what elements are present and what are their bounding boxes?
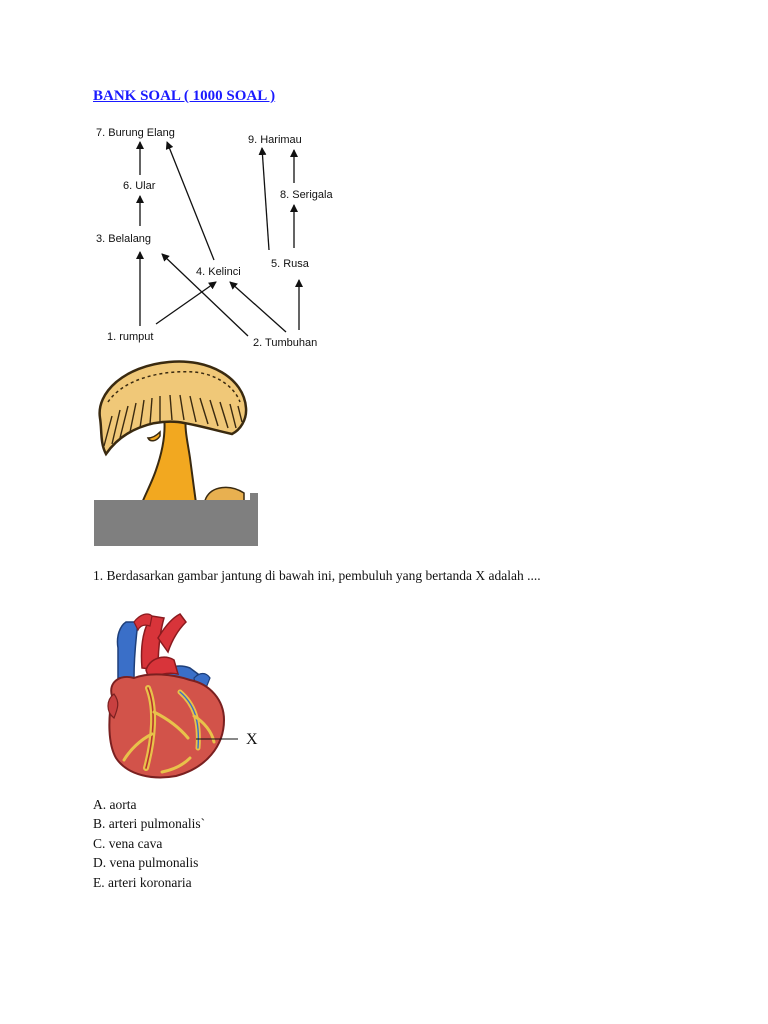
- option-a[interactable]: A. aorta: [93, 797, 137, 812]
- mushroom-illustration: [94, 358, 254, 503]
- node-serigala: 8. Serigala: [280, 189, 333, 201]
- option-d[interactable]: D. vena pulmonalis: [93, 855, 199, 871]
- node-tumbuhan: 2. Tumbuhan: [253, 337, 318, 349]
- arrow-kelinci-elang: [167, 142, 214, 260]
- node-belalang: 3. Belalang: [96, 233, 152, 245]
- node-kelinci: 4. Kelinci: [196, 266, 241, 278]
- node-rumput: 1. rumput: [107, 331, 154, 343]
- option-e[interactable]: E. arteri koronaria: [93, 874, 192, 890]
- arrow-tumbuhan-kelinci: [230, 282, 286, 332]
- food-web-diagram: [90, 120, 350, 355]
- food-web-arrows: [140, 142, 299, 336]
- redaction-block: [94, 500, 258, 546]
- node-burung-elang: 7. Burung Elang: [96, 127, 175, 139]
- node-rusa: 5. Rusa: [271, 258, 309, 270]
- document-title[interactable]: BANK SOAL ( 1000 SOAL ): [93, 88, 276, 104]
- option-c[interactable]: C. vena cava: [93, 835, 163, 851]
- node-harimau: 9. Harimau: [248, 134, 302, 146]
- question-1-text: 1. Berdasarkan gambar jantung di bawah ini, pembuluh yang bertanda X adalah ....: [93, 568, 541, 583]
- arrow-rusa-harimau: [262, 148, 269, 250]
- arrow-rumput-kelinci: [156, 282, 216, 324]
- heart-illustration: [94, 608, 274, 788]
- answer-options: [93, 795, 205, 892]
- node-ular: 6. Ular: [123, 180, 156, 192]
- x-label: X: [246, 731, 258, 748]
- redaction-block-cap: [250, 493, 258, 503]
- option-b[interactable]: B. arteri pulmonalis`: [93, 816, 206, 832]
